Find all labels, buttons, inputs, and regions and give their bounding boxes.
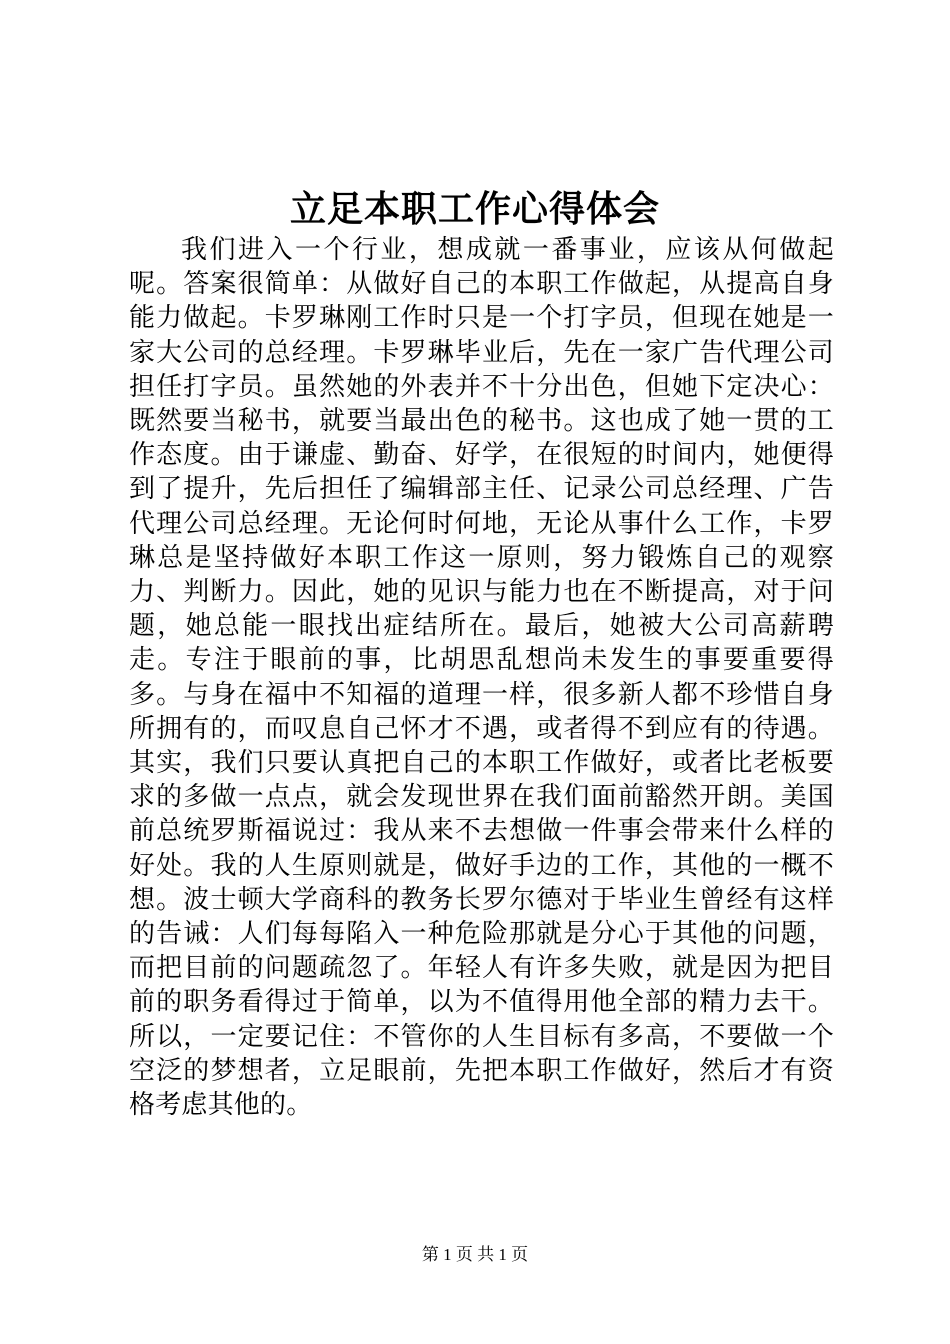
document-title: 立足本职工作心得体会 xyxy=(289,188,660,230)
page-number-footer: 第 1 页 共 1 页 xyxy=(421,1245,529,1264)
document-body-paragraph: 我们进入一个行业，想成就一番事业，应该从何做起呢。答案很简单：从做好自己的本职工作做起，从提高自身能力做起。卡罗琳刚工作时只是一个打字员，但现在她是一家大公司的总经理。卡罗琳毕业后，先在一家广告代理公司担任打字员。虽然她的外表并不十分出色，但她下定决心：既然要当秘书，就要当最出色的秘书。这也成了她一贯的工作态度。由于谦虚、勤奋、好学，在很短的时间内，她便得到了提升，先后担任了编辑部主任、记录公司总经理、广告代理公司总经理。无论何时何地，无论从事什么工作，卡罗琳总是坚持做好本职工作这一原则，努力锻炼自己的观察力、判断力。因此，她的见识与能力也在不断提高，对于问题，她总能一眼找出症结所在。最后，她被大公司高薪聘走。专注于眼前的事，比胡思乱想尚未发生的事要重要得多。与身在福中不知福的道理一样，很多新人都不珍惜自身所拥有的，而叹息自己怀才不遇，或者得不到应有的待遇。其实，我们只要认真把自己的本职工作做好，或者比老板要求的多做一点点，就会发现世界在我们面前豁然开朗。美国前总统罗斯福说过：我从来不去想做一件事会带来什么样的好处。我的人生原则就是，做好手边的工作，其他的一概不想。波士顿大学商科的教务长罗尔德对于毕业生曾经有这样的告诫：人们每每陷入一种危险那就是分心于其他的问题，而把目前的问题疏忽了。年轻人有许多失败，就是因为把目前的职务看得过于简单，以为不值得用他全部的精力去干。所以，一定要记住：不管你的人生目标有多高，不要做一个空泛的梦想者，立足眼前，先把本职工作做好，然后才有资格考虑其他的。 xyxy=(129,235,834,1121)
